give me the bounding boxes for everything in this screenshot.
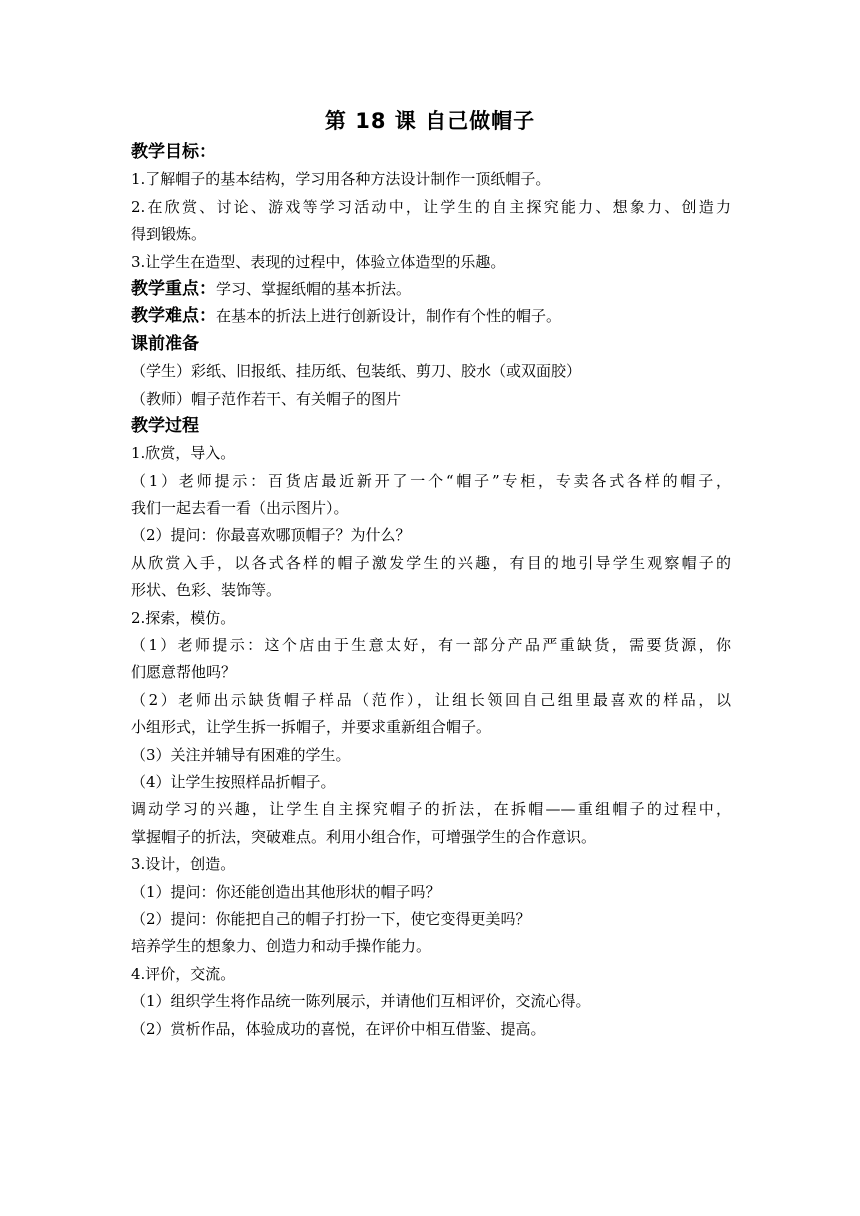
process-line: 小组形式，让学生拆一拆帽子，并要求重新组合帽子。: [131, 718, 492, 737]
goal-item: 得到锻炼。: [131, 225, 207, 244]
process-line: （1）老师提示：这个店由于生意太好，有一部分产品严重缺货，需要货源，你: [131, 636, 731, 655]
process-line: （2）老师出示缺货帽子样品（范作），让组长领回自己组里最喜欢的样品，以: [131, 690, 731, 709]
process-line: 们愿意帮他吗？: [131, 663, 237, 682]
process-line: 形状、色彩、装饰等。: [131, 581, 282, 600]
process-heading: 教学过程: [131, 415, 199, 436]
goal-item: 1.了解帽子的基本结构，学习用各种方法设计制作一顶纸帽子。: [131, 170, 551, 189]
process-line: （1）提问：你还能创造出其他形状的帽子吗？: [131, 882, 441, 901]
process-line: 培养学生的想象力、创造力和动手操作能力。: [131, 937, 432, 956]
process-line: 4.评价，交流。: [131, 964, 236, 983]
key-point-label: 教学重点：: [131, 278, 216, 299]
process-line: 我们一起去看一看（出示图片）。: [131, 499, 349, 518]
key-point-row: [131, 276, 731, 303]
difficulty-label: 教学难点：: [131, 306, 216, 327]
key-point-text: 学习、掌握纸帽的基本折法。: [216, 279, 412, 298]
goals-heading: 教学目标：: [131, 142, 216, 162]
process-line: 1.欣赏，导入。: [131, 444, 236, 463]
lesson-content: [131, 139, 731, 1043]
process-line: 3.设计，创造。: [131, 855, 236, 874]
process-line: （1）组织学生将作品统一陈列展示，并请他们互相评价，交流心得。: [131, 992, 591, 1011]
difficulty-row: [131, 303, 731, 330]
lesson-title: 第 18 课 自己做帽子: [324, 109, 536, 133]
process-line: （3）关注并辅导有困难的学生。: [131, 745, 351, 764]
difficulty-text: 在基本的折法上进行创新设计，制作有个性的帽子。: [216, 307, 562, 326]
process-line: 调动学习的兴趣，让学生自主探究帽子的折法，在拆帽——重组帽子的过程中，: [131, 800, 731, 819]
process-line: （4）让学生按照样品折帽子。: [131, 772, 336, 791]
goal-item: 2.在欣赏、讨论、游戏等学习活动中，让学生的自主探究能力、想象力、创造力: [131, 197, 731, 216]
process-line: （1）老师提示：百货店最近新开了一个“帽子”专柜，专卖各式各样的帽子，: [131, 471, 731, 490]
process-line: 掌握帽子的折法，突破难点。利用小组合作，可增强学生的合作意识。: [131, 827, 597, 846]
goal-item: 3.让学生在造型、表现的过程中，体验立体造型的乐趣。: [131, 252, 506, 271]
process-line: 从欣赏入手，以各式各样的帽子激发学生的兴趣，有目的地引导学生观察帽子的: [131, 553, 731, 572]
process-line: （2）赏析作品，体验成功的喜悦，在评价中相互借鉴、提高。: [131, 1019, 546, 1038]
preparation-heading: 课前准备: [131, 333, 199, 354]
process-line: （2）提问：你最喜欢哪顶帽子？为什么？: [131, 526, 411, 545]
preparation-item: （教师）帽子范作若干、有关帽子的图片: [131, 389, 402, 408]
preparation-item: （学生）彩纸、旧报纸、挂历纸、包装纸、剪刀、胶水（或双面胶）: [131, 362, 582, 381]
process-line: 2.探索，模仿。: [131, 608, 236, 627]
process-line: （2）提问：你能把自己的帽子打扮一下，使它变得更美吗？: [131, 909, 531, 928]
